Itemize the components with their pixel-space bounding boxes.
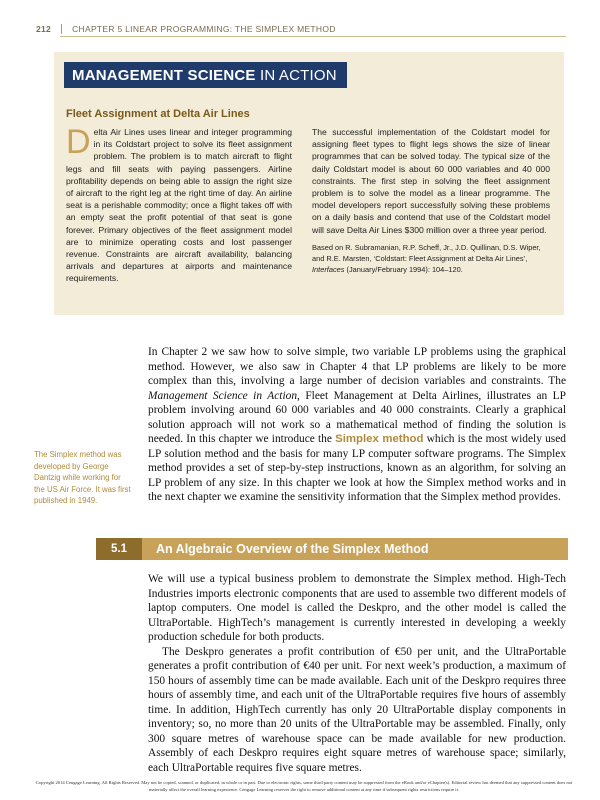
- intro-text-c: , Fleet Management at Delta Airlines, illustrates an LP problem involving around 60 000 variables and 40 000 constraints. Clearly a graphical solution approach will not work so a mathematical method of finding the solution is needed. In this chapter we introduce the: [148, 389, 566, 445]
- margin-note: The Simplex method was developed by George Dantzig while working for the US Air Force. It was first published in 1949.: [34, 450, 131, 505]
- intro-paragraph: [148, 345, 566, 505]
- box-column-right: [312, 126, 550, 275]
- citation-authors: Based on R. Subramanian, R.P. Scheff, Jr., J.D. Quillinan, D.S. Wiper, and R.E. Marsten, ‘Coldstart: Fleet Assignment at Delta Air Lines’,: [312, 242, 541, 263]
- drop-cap: D: [66, 123, 91, 161]
- section-title: An Algebraic Overview of the Simplex Method: [156, 542, 429, 556]
- box-citation: [312, 242, 550, 275]
- citation-journal: Interfaces: [312, 264, 345, 274]
- box-title: [64, 62, 347, 88]
- box-column-right-text: The successful implementation of the Coldstart model for assigning fleet types to flight legs shows the size of linear programmes that can be solved today. The typical size of the daily Coldstart model is about 60 000 variables and 40 000 constraints. The first step in solving the fleet assignment problem is to solve the model as a linear programme. The model developers report successfully solving these problems on a daily basis and contend that use of the Coldstart model will save Delta Air Lines $300 million over a three year period.: [312, 127, 550, 235]
- copyright-footer: Copyright 2014 Cengage Learning. All Rights Reserved. May not be copied, scanned, or duplicated, in whole or in part. Due to electronic rights, some third party content may be suppressed from the eBook and/or eChapter(s). Editorial review has deemed that any suppressed content does not materially affect the overall learning experience. Cengage Learning reserves the right to remove additional content at any time if subsequent rights restrictions require it.: [35, 780, 573, 792]
- box-column-left-text: elta Air Lines uses linear and integer programming in its Coldstart project to solve its fleet assignment problem. The problem is to match aircraft to flight legs and fill seats with paying passengers. Airline profitability depends on being able to assign the right size of aircraft to the right leg at the right time of day. An airline seat is a perishable commodity; once a flight takes off with an empty seat the profit potential of that seat is gone forever. Primary objectives of the fleet assignment model are to minimize operating costs and lost passenger revenue. Constraints are aircraft availability, balancing arrivals and departures at airports and maintenance requirements.: [66, 127, 292, 284]
- header-rule: [60, 36, 566, 37]
- intro-text-d: which is the most widely used LP solution method and the basis for many LP computer software programs. The Simplex method provides a set of step-by-step instructions, known as an algorithm, for solving an LP problem of any size. In this chapter we look at how the Simplex method works and in the next chapter we examine the sensitivity information that the Simplex method provides.: [148, 433, 566, 503]
- intro-italic: Management Science in Action: [148, 389, 298, 402]
- header-divider: [61, 24, 62, 34]
- section-number: 5.1: [96, 538, 142, 560]
- running-header: [36, 24, 336, 34]
- box-column-left: [66, 123, 292, 285]
- box-title-bold: MANAGEMENT SCIENCE: [72, 67, 256, 84]
- section-paragraph-1: We will use a typical business problem to demonstrate the Simplex method. High-Tech Industries imports electronic components that are used to assemble two different models of laptop computers. One model is called the Deskpro, and the other model is called the UltraPortable. HighTech’s management is currently interested in developing a weekly production schedule for both products.: [148, 573, 566, 643]
- chapter-title: CHAPTER 5 LINEAR PROGRAMMING: THE SIMPLEX METHOD: [72, 24, 336, 34]
- section-body: [148, 572, 566, 775]
- section-paragraph-2: The Deskpro generates a profit contribution of €50 per unit, and the UltraPortable generates a profit contribution of €40 per unit. For next week’s production, a maximum of 150 hours of assembly time can be made available. Each unit of the Deskpro requires three hours of assembly time, and each unit of the UltraPortable requires five hours of assembly time. In addition, HighTech currently has only 20 UltraPortable display components in inventory; so, no more than 20 units of the UltraPortable may be assembled. Finally, only 300 square metres of warehouse space can be made available for new production. Assembly of each Deskpro requires eight square metres of warehouse space; similarly, each UltraPortable requires five square metres.: [148, 645, 566, 774]
- intro-text-a: In Chapter 2 we saw how to solve simple, two variable LP problems using the graphical method. However, we also saw in Chapter 4 that LP problems are likely to be more complex than this, involving a large number of decision variables and constraints. The: [148, 346, 566, 387]
- box-title-rest: IN ACTION: [255, 67, 337, 84]
- box-subtitle: Fleet Assignment at Delta Air Lines: [66, 108, 250, 120]
- page-number: 212: [36, 24, 52, 34]
- management-science-box: [54, 52, 564, 315]
- key-term: Simplex method: [335, 433, 424, 445]
- citation-issue: (January/February 1994): 104–120.: [344, 264, 463, 274]
